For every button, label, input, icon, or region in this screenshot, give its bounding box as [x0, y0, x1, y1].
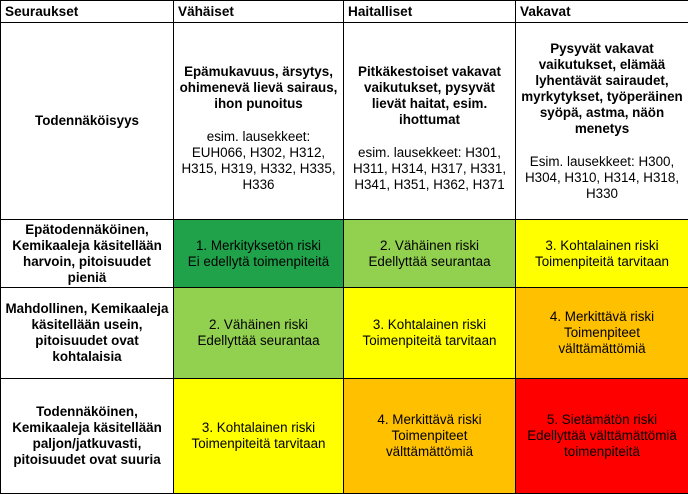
header-seuraukset: Seuraukset: [1, 1, 174, 23]
row-label-unlikely: Epätodennäköinen, Kemikaaleja käsitellään harvoin, pitoisuudet pieniä: [1, 220, 174, 288]
risk-action: Toimenpiteitä tarvitaan: [535, 253, 669, 269]
header-vakavat: Vakavat: [516, 1, 688, 23]
header-row: [1, 1, 688, 23]
severity-vahaiset-cell: [174, 23, 344, 220]
severity-haitalliset-cell: [344, 23, 516, 220]
severity-vakavat-examples: Esim. lausekkeet: H300, H304, H310, H314, H318, H330: [524, 154, 680, 201]
risk-cell: [344, 379, 516, 494]
risk-level: 5. Sietämätön riski: [546, 412, 658, 427]
risk-level: 2. Vähäinen riski: [380, 237, 479, 253]
risk-action: Edellyttää seurantaa: [197, 333, 320, 348]
risk-action: Toimenpiteitä tarvitaan: [191, 436, 326, 451]
risk-cell: [344, 220, 516, 288]
risk-cell: [174, 288, 344, 379]
risk-cell: [174, 379, 344, 494]
risk-action: Toimenpiteet välttämättömiä: [558, 325, 646, 356]
risk-level: 4. Merkittävä riski: [377, 412, 482, 427]
severity-vahaiset-desc: Epämukavuus, ärsytys, ohimenevä lievä sairaus, ihon punoitus: [179, 63, 338, 111]
risk-level: 1. Merkityksetön riski: [195, 237, 321, 253]
severity-haitalliset-desc: Pitkäkestoiset vakavat vaikutukset, pysyvät lievät haitat, esim. ihottumat: [358, 63, 501, 127]
row-label-likely: Todennäköinen, Kemikaaleja käsitellään paljon/jatkuvasti, pitoisuudet ovat suuria: [1, 379, 174, 494]
probability-row-possible: [1, 288, 688, 379]
risk-cell: [344, 288, 516, 379]
probability-row-unlikely: [1, 220, 688, 288]
risk-level: 2. Vähäinen riski: [209, 317, 308, 332]
severity-vakavat-desc: Pysyvät vakavat vaikutukset, elämää lyhentävät sairaudet, myrkytykset, työperäinen syöpä, astma, näön menetys: [521, 41, 683, 136]
risk-action: Ei edellytä toimenpiteitä: [187, 253, 330, 269]
header-vahaiset: Vähäiset: [174, 1, 344, 23]
risk-level: 4. Merkittävä riski: [549, 309, 655, 324]
risk-cell: [516, 379, 688, 494]
probability-label: Todennäköisyys: [1, 23, 174, 220]
risk-cell: [174, 220, 344, 288]
severity-haitalliset-examples: esim. lausekkeet: H301, H311, H314, H317, H331, H341, H351, H362, H371: [352, 144, 507, 192]
risk-level: 3. Kohtalainen riski: [545, 237, 659, 253]
risk-level: 3. Kohtalainen riski: [372, 317, 487, 332]
risk-action: Toimenpiteitä tarvitaan: [362, 333, 497, 348]
header-haitalliset: Haitalliset: [344, 1, 516, 23]
severity-vahaiset-examples: esim. lausekkeet: EUH066, H302, H312, H315, H319, H332, H335, H336: [181, 128, 336, 192]
risk-cell: [516, 220, 688, 288]
risk-level: 3. Kohtalainen riski: [201, 420, 316, 435]
severity-description-row: [1, 23, 688, 220]
risk-action: Toimenpiteet välttämättömiä: [385, 428, 474, 459]
row-label-possible: Mahdollinen, Kemikaaleja käsitellään usein, pitoisuudet ovat kohtalaisia: [1, 288, 174, 379]
probability-row-likely: [1, 379, 688, 494]
severity-vakavat-cell: [516, 23, 688, 220]
risk-action: Edellyttää seurantaa: [368, 253, 491, 269]
risk-cell: [516, 288, 688, 379]
risk-action: Edellyttää välttämättömiä toimenpiteitä: [527, 428, 677, 459]
